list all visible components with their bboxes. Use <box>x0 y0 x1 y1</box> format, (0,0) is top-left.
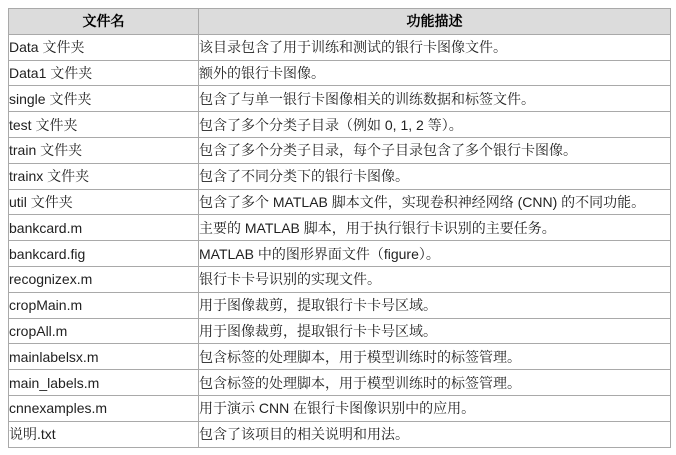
table-body <box>9 34 671 447</box>
table-row <box>9 395 671 421</box>
file-name-cell: recognizex.m <box>9 266 199 292</box>
file-name-cell: bankcard.m <box>9 215 199 241</box>
file-description-cell: 包含了不同分类下的银行卡图像。 <box>199 163 671 189</box>
file-description-cell: 包含了与单一银行卡图像相关的训练数据和标签文件。 <box>199 86 671 112</box>
file-name-cell: train 文件夹 <box>9 137 199 163</box>
file-name-cell: single 文件夹 <box>9 86 199 112</box>
file-name-cell: cropMain.m <box>9 292 199 318</box>
table-row <box>9 215 671 241</box>
file-description-cell: 包含标签的处理脚本，用于模型训练时的标签管理。 <box>199 344 671 370</box>
table-row <box>9 163 671 189</box>
table-row <box>9 344 671 370</box>
file-description-cell: 用于图像裁剪，提取银行卡卡号区域。 <box>199 292 671 318</box>
table-row <box>9 60 671 86</box>
file-description-cell: 包含了多个分类子目录（例如 0, 1, 2 等）。 <box>199 112 671 138</box>
file-name-cell: Data1 文件夹 <box>9 60 199 86</box>
table-header <box>9 9 671 35</box>
file-description-cell: 该目录包含了用于训练和测试的银行卡图像文件。 <box>199 34 671 60</box>
file-description-cell: 用于演示 CNN 在银行卡图像识别中的应用。 <box>199 395 671 421</box>
file-description-cell: 银行卡卡号识别的实现文件。 <box>199 266 671 292</box>
table-row <box>9 34 671 60</box>
file-name-cell: 说明.txt <box>9 421 199 447</box>
file-name-cell: Data 文件夹 <box>9 34 199 60</box>
table-row <box>9 292 671 318</box>
table-row <box>9 266 671 292</box>
file-description-cell: 包含了多个分类子目录，每个子目录包含了多个银行卡图像。 <box>199 137 671 163</box>
document-table-container <box>8 8 671 448</box>
file-description-cell: 包含标签的处理脚本，用于模型训练时的标签管理。 <box>199 370 671 396</box>
file-name-cell: cnnexamples.m <box>9 395 199 421</box>
table-row <box>9 86 671 112</box>
header-row <box>9 9 671 35</box>
file-name-cell: trainx 文件夹 <box>9 163 199 189</box>
file-description-cell: MATLAB 中的图形界面文件（figure）。 <box>199 241 671 267</box>
column-header-description: 功能描述 <box>199 9 671 35</box>
table-row <box>9 241 671 267</box>
table-row <box>9 370 671 396</box>
table-row <box>9 112 671 138</box>
table-row <box>9 318 671 344</box>
file-name-cell: util 文件夹 <box>9 189 199 215</box>
file-description-cell: 额外的银行卡图像。 <box>199 60 671 86</box>
table-row <box>9 189 671 215</box>
column-header-filename: 文件名 <box>9 9 199 35</box>
file-description-cell: 包含了多个 MATLAB 脚本文件，实现卷积神经网络 (CNN) 的不同功能。 <box>199 189 671 215</box>
file-name-cell: bankcard.fig <box>9 241 199 267</box>
file-name-cell: test 文件夹 <box>9 112 199 138</box>
file-description-table <box>8 8 671 448</box>
table-row <box>9 421 671 447</box>
file-name-cell: cropAll.m <box>9 318 199 344</box>
file-description-cell: 用于图像裁剪，提取银行卡卡号区域。 <box>199 318 671 344</box>
table-row <box>9 137 671 163</box>
file-name-cell: main_labels.m <box>9 370 199 396</box>
file-description-cell: 包含了该项目的相关说明和用法。 <box>199 421 671 447</box>
file-description-cell: 主要的 MATLAB 脚本，用于执行银行卡识别的主要任务。 <box>199 215 671 241</box>
file-name-cell: mainlabelsx.m <box>9 344 199 370</box>
